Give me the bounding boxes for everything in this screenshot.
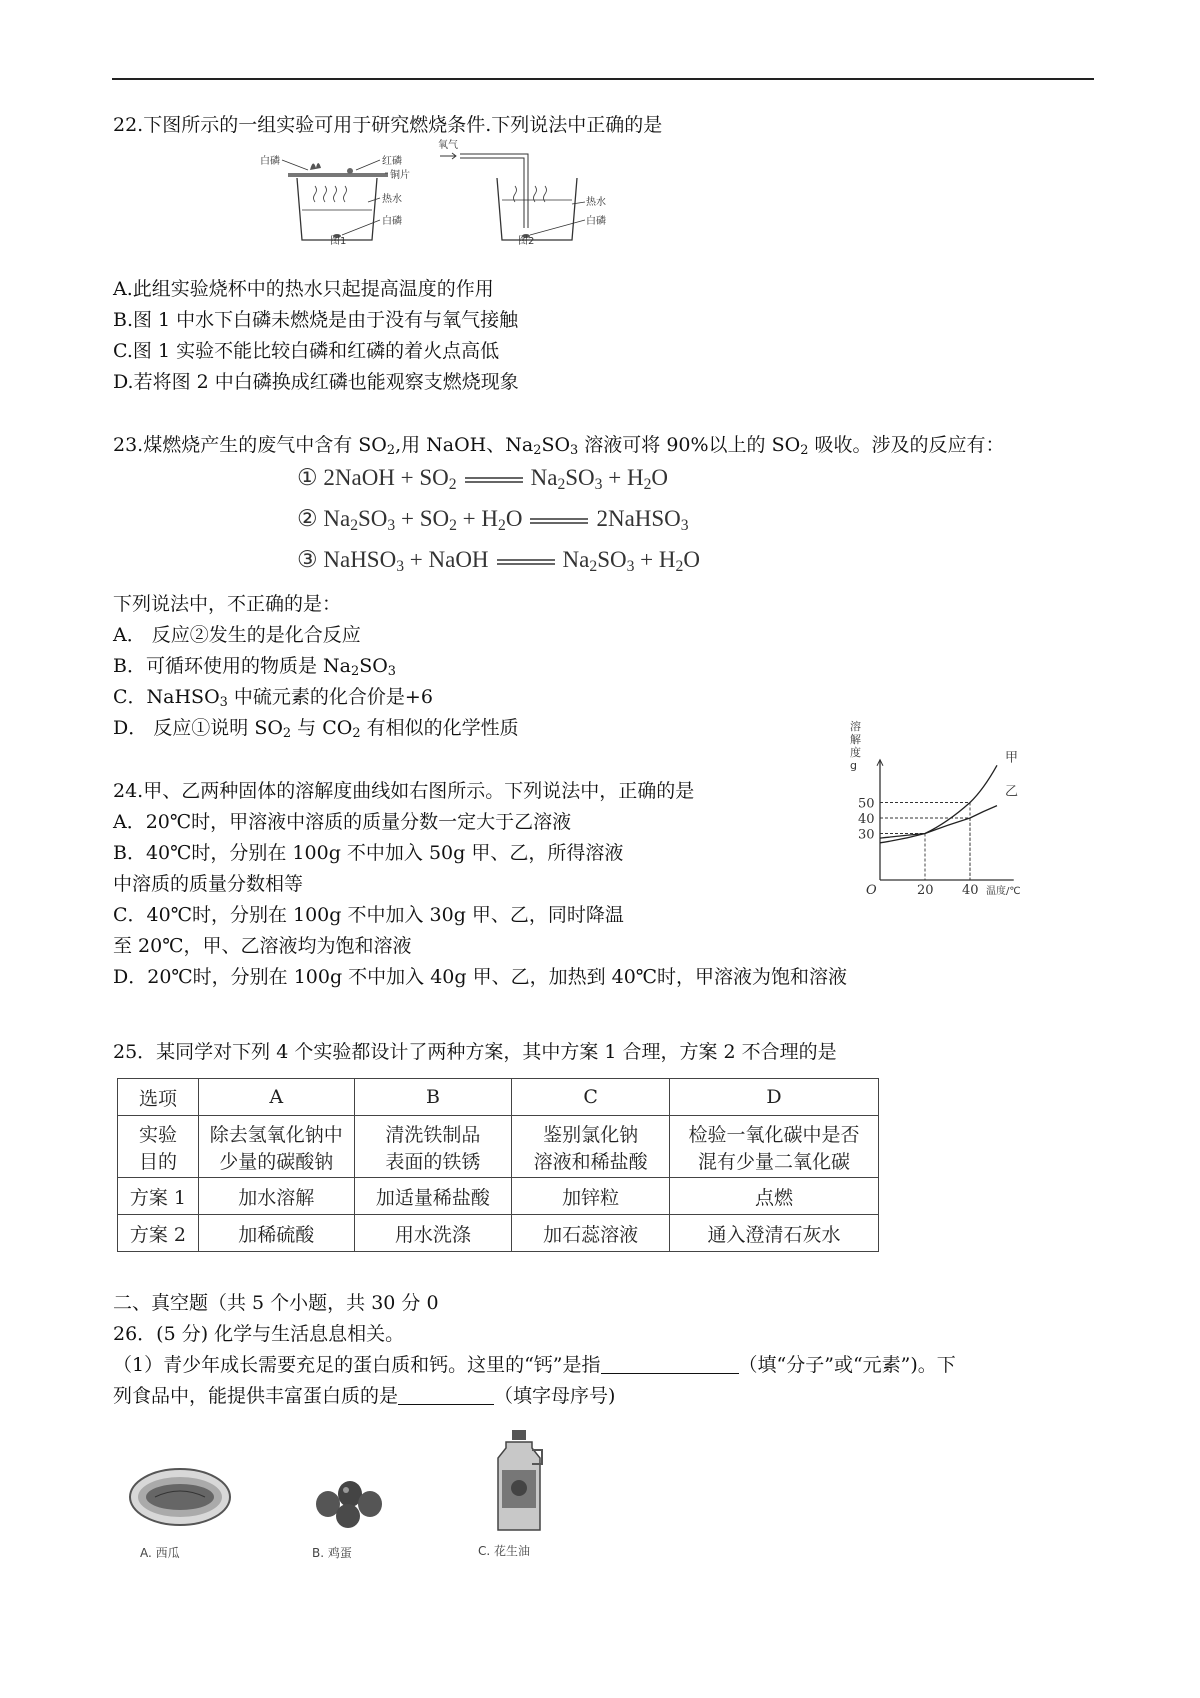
y-axis-label-char: 解: [850, 733, 861, 746]
q22-stem: 22.下图所示的一组实验可用于研究燃烧条件.下列说法中正确的是: [113, 114, 663, 136]
table-row: [118, 1215, 879, 1252]
oil-bottle-image: [492, 1428, 547, 1536]
table-row: [118, 1079, 879, 1116]
x-axis-label: 温度/℃: [986, 886, 1021, 897]
table-cell: 加稀硫酸: [198, 1215, 354, 1252]
q22-option-c: C.图 1 实验不能比较白磷和红磷的着火点高低: [113, 340, 500, 362]
table-cell: 加水溶解: [198, 1178, 354, 1215]
food-label-c: C. 花生油: [478, 1544, 531, 1558]
table-cell: 方案 1: [118, 1178, 199, 1215]
q24-option-b-cont: 中溶质的质量分数相等: [113, 873, 304, 895]
equals-sign: [465, 476, 523, 484]
guide-line: [880, 834, 925, 881]
q23-prompt: 下列说法中，不正确的是：: [113, 593, 342, 615]
table-cell: 鉴别氯化钠 溶液和稀盐酸: [512, 1116, 670, 1178]
y-tick-label: 50: [858, 796, 875, 812]
q24-option-c-cont: 至 20℃，甲、乙溶液均为饱和溶液: [113, 935, 412, 957]
fig2-oxygen: 氧气: [438, 140, 458, 151]
table-cell: 加锌粒: [512, 1178, 670, 1215]
q23-option-d: D． 反应①说明 $SO_2$ 与 $CO_2$ 有相似的化学性质: [113, 717, 519, 742]
fig2-white-p: 白磷: [586, 216, 606, 227]
fig1-red-p: 红磷: [382, 156, 402, 167]
q26-part1-cont: 列食品中，能提供丰富蛋白质的是 （填字母序号): [113, 1385, 616, 1407]
table-cell: 用水洗涤: [354, 1215, 512, 1252]
food-label-a: A. 西瓜: [140, 1546, 180, 1560]
table-cell: 清洗铁制品 表面的铁锈: [354, 1116, 512, 1178]
y-axis-label-char: 度: [850, 746, 861, 759]
q24-option-b: B．40℃时，分别在 100g 不中加入 50g 甲、乙，所得溶液: [113, 842, 624, 864]
fig1-white-p-bottom: 白磷: [382, 216, 402, 227]
fig2-hot-water: 热水: [586, 197, 606, 208]
series-line-1: [880, 765, 997, 843]
q22-option-d: D.若将图 2 中白磷换成红磷也能观察支燃烧现象: [113, 371, 519, 393]
table-cell: A: [198, 1079, 354, 1116]
fig1-white-p-top: 白磷: [260, 156, 280, 167]
y-axis-label-char: 溶: [850, 720, 861, 733]
table-cell: 选项: [118, 1079, 199, 1116]
table-cell: B: [354, 1079, 512, 1116]
series-label-1: 甲: [1005, 750, 1019, 766]
y-tick-label: 30: [858, 827, 875, 843]
table-cell: 除去氢氧化钠中 少量的碳酸钠: [198, 1116, 354, 1178]
q24-option-a: A．20℃时，甲溶液中溶质的质量分数一定大于乙溶液: [113, 811, 572, 833]
equals-sign: [497, 558, 555, 566]
q23-option-a: A． 反应②发生的是化合反应: [113, 624, 361, 646]
fig1-copper: 铜片: [390, 170, 410, 181]
figure-2: [440, 153, 585, 240]
table-row: [118, 1178, 879, 1215]
q23-stem: 23.煤燃烧产生的废气中含有 $SO_2$,用 NaOH、$Na_2SO_3$ 溶液可将 90%以上的 $SO_2$ 吸收。涉及的反应有：: [113, 434, 1005, 459]
answer-blank-2[interactable]: [398, 1384, 494, 1405]
q24-option-d: D．20℃时，分别在 100g 不中加入 40g 甲、乙，加热到 40℃时，甲溶液为饱和溶液: [113, 966, 848, 988]
equation-3: ③ NaHSO$_3$ + NaOH $Na_2SO_3 + H_2O$: [297, 547, 700, 575]
solubility-chart: [838, 718, 1038, 898]
top-rule: [112, 78, 1094, 80]
q25-stem: 25．某同学对下列 4 个实验都设计了两种方案，其中方案 1 合理，方案 2 不合理的是: [113, 1041, 837, 1063]
figure-1: [282, 160, 388, 240]
table-row: [118, 1116, 879, 1178]
q22-option-a: A.此组实验烧杯中的热水只起提高温度的作用: [113, 278, 494, 300]
table-cell: 加适量稀盐酸: [354, 1178, 512, 1215]
eggs-image: [308, 1472, 393, 1532]
fig2-caption: 图2: [518, 236, 535, 247]
y-axis-label-char: g: [850, 759, 857, 772]
food-label-b: B. 鸡蛋: [312, 1546, 352, 1560]
q26-part1: （1）青少年成长需要充足的蛋白质和钙。这里的“钙”是指 （填“分子”或“元素”)。下: [113, 1354, 956, 1376]
table-cell: 检验一氧化碳中是否 混有少量二氧化碳: [670, 1116, 879, 1178]
q23-option-b: B．可循环使用的物质是 $Na_2SO_3$: [113, 655, 396, 680]
table-cell: 加石蕊溶液: [512, 1215, 670, 1252]
series-label-2: 乙: [1005, 784, 1019, 800]
table-cell: D: [670, 1079, 879, 1116]
table-cell: 通入澄清石灰水: [670, 1215, 879, 1252]
equation-1: ① 2NaOH + $SO_2$ $Na_2SO_3 + H_2O$: [297, 465, 668, 493]
x-tick-label: 20: [917, 883, 934, 898]
x-tick-label: 40: [962, 883, 979, 898]
q22-figure: [260, 140, 660, 248]
table-cell: 实验 目的: [118, 1116, 199, 1178]
y-tick-label: 40: [858, 812, 875, 827]
q22-option-b: B.图 1 中水下白磷未燃烧是由于没有与氧气接触: [113, 309, 519, 331]
table-cell: C: [512, 1079, 670, 1116]
table-cell: 方案 2: [118, 1215, 199, 1252]
fig1-caption: 图1: [330, 236, 347, 247]
equals-sign: [530, 517, 588, 525]
q24-stem: 24.甲、乙两种固体的溶解度曲线如右图所示。下列说法中，正确的是: [113, 780, 695, 802]
answer-blank-1[interactable]: [601, 1353, 739, 1374]
section-2-heading: 二、真空题（共 5 个小题，共 30 分 0: [113, 1292, 439, 1314]
origin-label: O: [866, 883, 877, 898]
q26-stem: 26．(5 分) 化学与生活息息相关。: [113, 1323, 405, 1345]
q24-option-c: C．40℃时，分别在 100g 不中加入 30g 甲、乙，同时降温: [113, 904, 624, 926]
fig1-hot-water: 热水: [382, 194, 402, 205]
table-cell: 点燃: [670, 1178, 879, 1215]
equation-2: ② $Na_2SO_3 + SO_2 + H_2O$ 2NaHSO$_3$: [297, 506, 689, 534]
watermelon-image: [125, 1462, 235, 1532]
options-table: [117, 1078, 879, 1252]
q23-option-c: C．NaHSO$_3$ 中硫元素的化合价是+6: [113, 686, 433, 711]
